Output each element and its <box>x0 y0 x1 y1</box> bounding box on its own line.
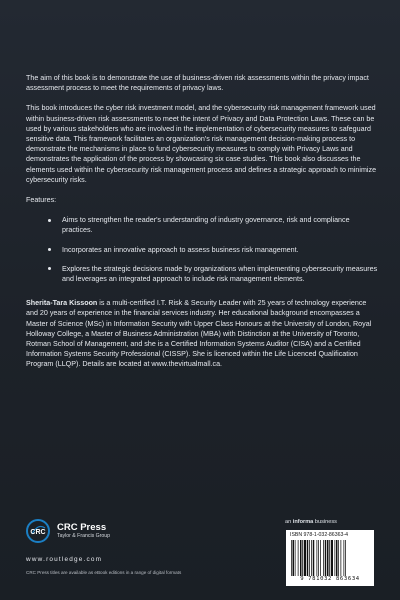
barcode-bar <box>313 540 315 576</box>
barcode <box>286 530 374 586</box>
barcode-bar <box>318 540 319 576</box>
author-bio <box>26 298 378 369</box>
ebook-note: CRC Press titles are available as eBook editions in a range of digital formats <box>26 570 182 575</box>
barcode-bar <box>336 540 338 576</box>
barcode-bar <box>317 540 318 576</box>
barcode-bar <box>325 540 327 576</box>
barcode-bars <box>290 540 370 576</box>
barcode-bar <box>331 540 333 576</box>
author-bio-text: is a multi-certified I.T. Risk & Security Leader with 25 years of technology experience and 20 years of experience in the financial services industry. Her educational background encompasses a Master of Science (MSc) in Information Security with Upper Class Honours at the University of London, Royal Holloway College, a Master of Business Administration (MBA) with Distinction at the University of Toronto, Rotman School of Management, and she is a Certified Information Systems Auditor (CISA) and a Certified Information Systems Security Professional (CISSP). She is licenced within the Life Licenced Qualification Program (LLQP). Details are located at www.thevirtualmall.ca. <box>26 299 372 369</box>
barcode-bar <box>309 540 310 576</box>
barcode-bar <box>323 540 324 576</box>
publisher-name: CRC Press <box>57 522 107 533</box>
barcode-bar <box>291 540 292 576</box>
features-heading: Features: <box>26 196 57 205</box>
barcode-bar <box>293 540 295 576</box>
informa-prefix: an <box>285 519 293 525</box>
barcode-bar <box>300 540 302 576</box>
informa-brand: informa <box>292 519 314 525</box>
barcode-bar <box>302 540 303 576</box>
barcode-bar <box>338 540 339 576</box>
publisher-url: www.routledge.com <box>26 556 103 563</box>
barcode-bar <box>295 540 296 576</box>
barcode-bar <box>344 540 345 576</box>
feature-item: Aims to strengthen the reader's understanding of industry governance, risk and compliance practices. <box>48 215 378 235</box>
publisher-group: Taylor & Francis Group <box>57 533 111 539</box>
feature-item: Incorporates an innovative approach to assess business risk management. <box>48 245 378 255</box>
barcode-bar <box>298 540 299 576</box>
isbn-text: ISBN 978-1-032-86363-4 <box>290 532 348 538</box>
feature-item: Explores the strategic decisions made by organizations when implementing cybersecurity measures and leverages an integrated approach to include risk management elements. <box>48 264 378 284</box>
barcode-bar <box>329 540 330 576</box>
barcode-bar <box>307 540 309 576</box>
barcode-bar <box>304 540 306 576</box>
barcode-bar <box>341 540 342 576</box>
barcode-bar <box>320 540 321 576</box>
intro-paragraph-2: This book introduces the cyber risk investment model, and the cybersecurity risk management framework used within business-driven risk assessments to meet the intent of Privacy and Data Protection Laws. These can be used by various stakeholders who are involved in the implementation of cybersecurity measures to safeguard sensitive data. This framework facilitates an organization's risk management decision-making process to demonstrate the mechanisms in place to fund cybersecurity measures to comply with Privacy Laws and demonstrates the application of the process by showcasing six case studies. This book also discusses the elements used within the cybersecurity risk management process and defines a strategic approach to minimize cybersecurity risks. <box>26 104 377 184</box>
informa-suffix: business <box>313 519 337 525</box>
features-list <box>26 215 378 284</box>
cover-text <box>26 73 378 380</box>
crc-logo-icon <box>26 519 50 543</box>
author-name: Sherita-Tara Kissoon <box>26 299 98 308</box>
crc-wordmark <box>57 522 110 540</box>
barcode-number: 9 781032 863634 <box>300 576 360 582</box>
barcode-bar <box>335 540 336 576</box>
intro-paragraph-1: The aim of this book is to demonstrate the use of business-driven risk assessments within the privacy impact assessment process to meet the requirements of privacy laws. <box>26 74 369 93</box>
barcode-bar <box>311 540 312 576</box>
barcode-bar <box>345 540 346 576</box>
informa-tagline <box>285 519 337 525</box>
crc-logo-text: CRC <box>30 529 46 537</box>
barcode-bar <box>327 540 329 576</box>
